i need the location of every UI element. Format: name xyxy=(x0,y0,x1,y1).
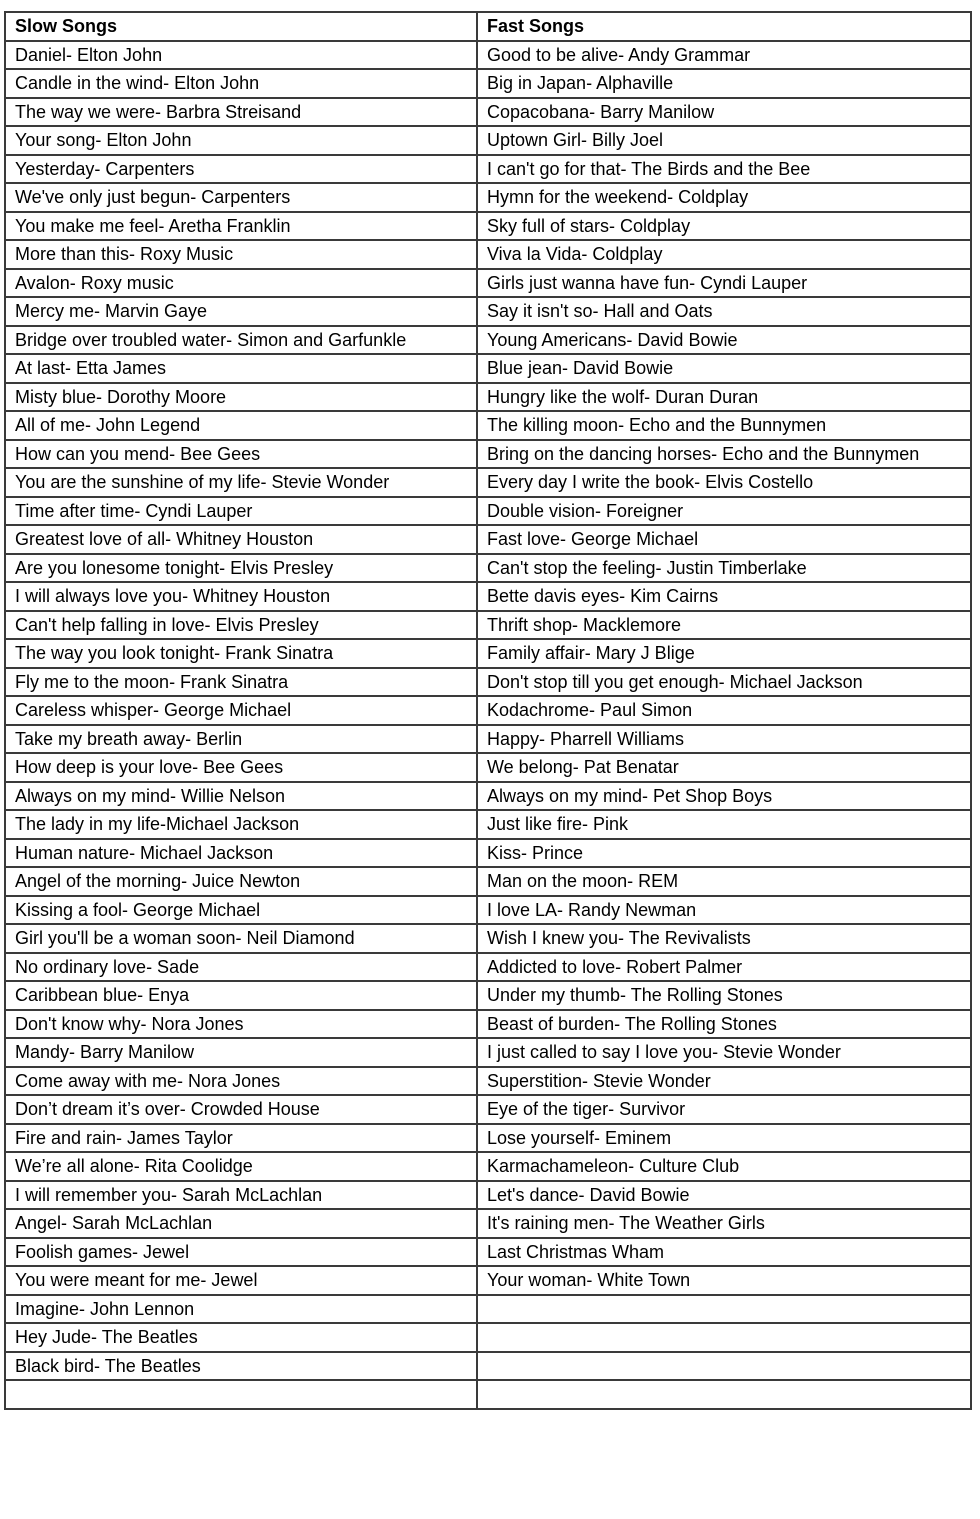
slow-song-cell: I will remember you- Sarah McLachlan xyxy=(5,1181,477,1210)
slow-songs-header: Slow Songs xyxy=(5,12,477,41)
table-row xyxy=(5,839,971,868)
fast-song-cell: Hymn for the weekend- Coldplay xyxy=(477,183,971,212)
slow-song-cell: Fly me to the moon- Frank Sinatra xyxy=(5,668,477,697)
fast-song-cell: Viva la Vida- Coldplay xyxy=(477,240,971,269)
fast-song-cell: I can't go for that- The Birds and the Bee xyxy=(477,155,971,184)
fast-song-cell: Copacobana- Barry Manilow xyxy=(477,98,971,127)
slow-song-cell: The way you look tonight- Frank Sinatra xyxy=(5,639,477,668)
slow-song-cell: Black bird- The Beatles xyxy=(5,1352,477,1381)
table-row xyxy=(5,582,971,611)
slow-song-cell: We’re all alone- Rita Coolidge xyxy=(5,1152,477,1181)
slow-song-cell: Mandy- Barry Manilow xyxy=(5,1038,477,1067)
slow-song-cell: Time after time- Cyndi Lauper xyxy=(5,497,477,526)
fast-song-cell: Always on my mind- Pet Shop Boys xyxy=(477,782,971,811)
fast-song-cell: Happy- Pharrell Williams xyxy=(477,725,971,754)
slow-song-cell: Greatest love of all- Whitney Houston xyxy=(5,525,477,554)
table-row xyxy=(5,326,971,355)
table-row xyxy=(5,639,971,668)
table-row xyxy=(5,668,971,697)
fast-song-cell xyxy=(477,1323,971,1352)
fast-song-cell: Wish I knew you- The Revivalists xyxy=(477,924,971,953)
slow-song-cell: Human nature- Michael Jackson xyxy=(5,839,477,868)
fast-song-cell: Karmachameleon- Culture Club xyxy=(477,1152,971,1181)
fast-song-cell: Let's dance- David Bowie xyxy=(477,1181,971,1210)
fast-song-cell xyxy=(477,1295,971,1324)
slow-song-cell: Avalon- Roxy music xyxy=(5,269,477,298)
slow-song-cell: Caribbean blue- Enya xyxy=(5,981,477,1010)
slow-song-cell: Yesterday- Carpenters xyxy=(5,155,477,184)
table-row xyxy=(5,69,971,98)
fast-song-cell: Can't stop the feeling- Justin Timberlake xyxy=(477,554,971,583)
table-row xyxy=(5,1209,971,1238)
fast-song-cell: Man on the moon- REM xyxy=(477,867,971,896)
slow-song-cell: Bridge over troubled water- Simon and Garfunkle xyxy=(5,326,477,355)
fast-song-cell: Thrift shop- Macklemore xyxy=(477,611,971,640)
table-row xyxy=(5,782,971,811)
table-row xyxy=(5,212,971,241)
slow-song-cell: You are the sunshine of my life- Stevie Wonder xyxy=(5,468,477,497)
song-list-table xyxy=(4,11,972,1410)
slow-song-cell: Careless whisper- George Michael xyxy=(5,696,477,725)
table-row xyxy=(5,468,971,497)
fast-song-cell: Say it isn't so- Hall and Oats xyxy=(477,297,971,326)
table-row xyxy=(5,240,971,269)
fast-song-cell: Sky full of stars- Coldplay xyxy=(477,212,971,241)
table-row xyxy=(5,1010,971,1039)
table-row xyxy=(5,525,971,554)
table-row xyxy=(5,1095,971,1124)
table-row xyxy=(5,440,971,469)
slow-song-cell: No ordinary love- Sade xyxy=(5,953,477,982)
fast-song-cell: Uptown Girl- Billy Joel xyxy=(477,126,971,155)
fast-song-cell: Don't stop till you get enough- Michael Jackson xyxy=(477,668,971,697)
fast-song-cell: Double vision- Foreigner xyxy=(477,497,971,526)
slow-song-cell: The way we were- Barbra Streisand xyxy=(5,98,477,127)
table-row xyxy=(5,1352,971,1381)
table-row xyxy=(5,867,971,896)
fast-song-cell: Kiss- Prince xyxy=(477,839,971,868)
header-row xyxy=(5,12,971,41)
slow-song-cell: Daniel- Elton John xyxy=(5,41,477,70)
table-row xyxy=(5,269,971,298)
slow-song-cell: Mercy me- Marvin Gaye xyxy=(5,297,477,326)
slow-song-cell: Foolish games- Jewel xyxy=(5,1238,477,1267)
fast-song-cell: Your woman- White Town xyxy=(477,1266,971,1295)
slow-song-cell: Candle in the wind- Elton John xyxy=(5,69,477,98)
table-row xyxy=(5,1380,971,1409)
slow-song-cell: Misty blue- Dorothy Moore xyxy=(5,383,477,412)
table-row xyxy=(5,1181,971,1210)
slow-song-cell: Angel- Sarah McLachlan xyxy=(5,1209,477,1238)
fast-song-cell: Superstition- Stevie Wonder xyxy=(477,1067,971,1096)
slow-song-cell: How deep is your love- Bee Gees xyxy=(5,753,477,782)
slow-song-cell: Fire and rain- James Taylor xyxy=(5,1124,477,1153)
slow-song-cell: Your song- Elton John xyxy=(5,126,477,155)
fast-song-cell: Lose yourself- Eminem xyxy=(477,1124,971,1153)
fast-song-cell: Bring on the dancing horses- Echo and the Bunnymen xyxy=(477,440,971,469)
slow-song-cell: Can't help falling in love- Elvis Presley xyxy=(5,611,477,640)
table-row xyxy=(5,354,971,383)
slow-song-cell: You make me feel- Aretha Franklin xyxy=(5,212,477,241)
fast-song-cell: Blue jean- David Bowie xyxy=(477,354,971,383)
fast-song-cell: Kodachrome- Paul Simon xyxy=(477,696,971,725)
table-row xyxy=(5,1067,971,1096)
table-row xyxy=(5,896,971,925)
slow-song-cell: Come away with me- Nora Jones xyxy=(5,1067,477,1096)
slow-song-cell: More than this- Roxy Music xyxy=(5,240,477,269)
table-row xyxy=(5,1323,971,1352)
table-row xyxy=(5,554,971,583)
fast-song-cell: Bette davis eyes- Kim Cairns xyxy=(477,582,971,611)
slow-song-cell: You were meant for me- Jewel xyxy=(5,1266,477,1295)
slow-song-cell: All of me- John Legend xyxy=(5,411,477,440)
slow-song-cell: Always on my mind- Willie Nelson xyxy=(5,782,477,811)
fast-song-cell: Hungry like the wolf- Duran Duran xyxy=(477,383,971,412)
table-row xyxy=(5,41,971,70)
fast-song-cell: Good to be alive- Andy Grammar xyxy=(477,41,971,70)
table-row xyxy=(5,497,971,526)
table-row xyxy=(5,383,971,412)
table-row xyxy=(5,98,971,127)
slow-song-cell: At last- Etta James xyxy=(5,354,477,383)
fast-song-cell: Family affair- Mary J Blige xyxy=(477,639,971,668)
table-row xyxy=(5,725,971,754)
table-row xyxy=(5,953,971,982)
table-row xyxy=(5,297,971,326)
slow-song-cell: The lady in my life-Michael Jackson xyxy=(5,810,477,839)
fast-song-cell xyxy=(477,1352,971,1381)
table-row xyxy=(5,753,971,782)
fast-song-cell: The killing moon- Echo and the Bunnymen xyxy=(477,411,971,440)
table-row xyxy=(5,1152,971,1181)
slow-song-cell: Don’t dream it’s over- Crowded House xyxy=(5,1095,477,1124)
table-row xyxy=(5,155,971,184)
table-row xyxy=(5,411,971,440)
table-row xyxy=(5,810,971,839)
fast-song-cell: I just called to say I love you- Stevie Wonder xyxy=(477,1038,971,1067)
fast-song-cell: Last Christmas Wham xyxy=(477,1238,971,1267)
slow-song-cell: Girl you'll be a woman soon- Neil Diamond xyxy=(5,924,477,953)
table-row xyxy=(5,1295,971,1324)
slow-song-cell: We've only just begun- Carpenters xyxy=(5,183,477,212)
fast-song-cell: I love LA- Randy Newman xyxy=(477,896,971,925)
table-row xyxy=(5,924,971,953)
fast-song-cell: Fast love- George Michael xyxy=(477,525,971,554)
slow-song-cell: Don't know why- Nora Jones xyxy=(5,1010,477,1039)
table-row xyxy=(5,611,971,640)
fast-song-cell: Big in Japan- Alphaville xyxy=(477,69,971,98)
fast-song-cell xyxy=(477,1380,971,1409)
table-row xyxy=(5,696,971,725)
song-rows xyxy=(5,41,971,1409)
slow-song-cell: Hey Jude- The Beatles xyxy=(5,1323,477,1352)
table-row xyxy=(5,126,971,155)
slow-song-cell xyxy=(5,1380,477,1409)
slow-song-cell: Angel of the morning- Juice Newton xyxy=(5,867,477,896)
table-row xyxy=(5,1266,971,1295)
slow-song-cell: Imagine- John Lennon xyxy=(5,1295,477,1324)
fast-song-cell: Girls just wanna have fun- Cyndi Lauper xyxy=(477,269,971,298)
fast-songs-header: Fast Songs xyxy=(477,12,971,41)
slow-song-cell: How can you mend- Bee Gees xyxy=(5,440,477,469)
fast-song-cell: Beast of burden- The Rolling Stones xyxy=(477,1010,971,1039)
fast-song-cell: Under my thumb- The Rolling Stones xyxy=(477,981,971,1010)
slow-song-cell: Kissing a fool- George Michael xyxy=(5,896,477,925)
fast-song-cell: We belong- Pat Benatar xyxy=(477,753,971,782)
fast-song-cell: Eye of the tiger- Survivor xyxy=(477,1095,971,1124)
fast-song-cell: Addicted to love- Robert Palmer xyxy=(477,953,971,982)
table-row xyxy=(5,981,971,1010)
fast-song-cell: Young Americans- David Bowie xyxy=(477,326,971,355)
table-row xyxy=(5,1124,971,1153)
table-row xyxy=(5,1038,971,1067)
slow-song-cell: Take my breath away- Berlin xyxy=(5,725,477,754)
fast-song-cell: Every day I write the book- Elvis Costello xyxy=(477,468,971,497)
fast-song-cell: Just like fire- Pink xyxy=(477,810,971,839)
table-row xyxy=(5,1238,971,1267)
slow-song-cell: I will always love you- Whitney Houston xyxy=(5,582,477,611)
fast-song-cell: It's raining men- The Weather Girls xyxy=(477,1209,971,1238)
slow-song-cell: Are you lonesome tonight- Elvis Presley xyxy=(5,554,477,583)
table-row xyxy=(5,183,971,212)
